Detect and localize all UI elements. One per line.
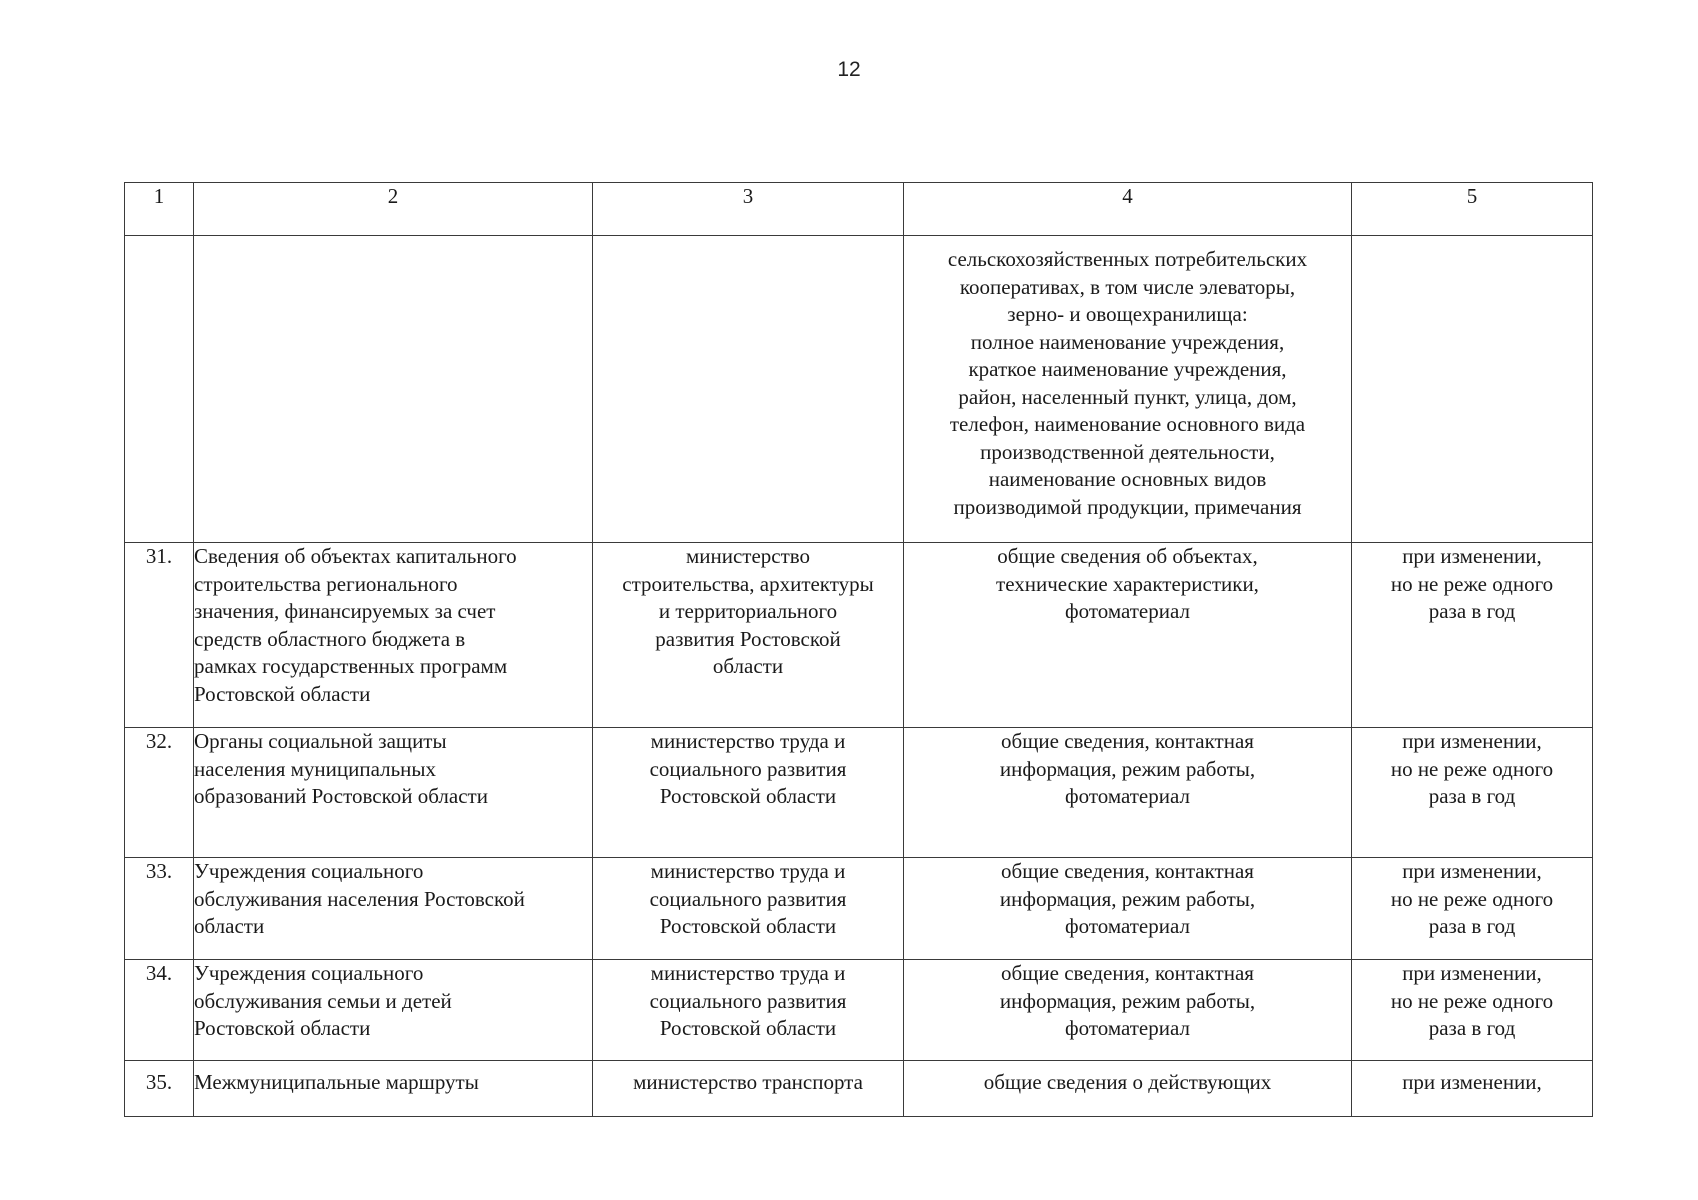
cell-line: полное наименование учреждения, [970,329,1285,354]
cell-line: информация, режим работы, [999,756,1256,781]
cell-line: но не реже одного [1390,886,1554,911]
cell-num [125,236,194,543]
cell-line: Ростовской области [659,914,837,938]
cell-col2 [194,236,593,543]
cell-line: но не реже одного [1390,571,1554,596]
cell-line: значения, финансируемых за счет [194,599,496,623]
cell-line: но не реже одного [1390,988,1554,1013]
cell-line: социального развития [649,886,847,911]
cell-line: области [712,654,784,678]
cell-num: 34. [125,960,194,1061]
cell-line: Учреждения социального [194,961,424,985]
cell-line: населения муниципальных [194,756,437,781]
cell-col3 [593,858,904,960]
table-row [125,543,1593,728]
cell-line: общие сведения об объектах, [997,544,1258,568]
cell-col2 [194,543,593,728]
cell-line: министерство труда и [650,961,846,985]
cell-line: средств областного бюджета в [194,626,466,651]
cell-col3 [593,236,904,543]
cell-line: район, населенный пункт, улица, дом, [958,384,1297,409]
cell-line: производственной деятельности, [980,439,1275,464]
cell-col2 [194,728,593,858]
cell-line: фотоматериал [1065,599,1190,623]
header-cell-3: 3 [593,183,904,236]
data-table [124,182,1593,1117]
cell-line: Учреждения социального [194,859,424,883]
cell-line: общие сведения о действующих [983,1070,1272,1094]
cell-line: развития Ростовской [655,626,841,651]
cell-line: при изменении, [1402,1070,1542,1094]
cell-line: Ростовской области [659,784,837,808]
cell-line: Органы социальной защиты [194,729,447,753]
cell-line: министерство транспорта [633,1070,863,1094]
cell-line: рамках государственных программ [194,654,508,678]
cell-line: при изменении, [1402,729,1542,753]
table-row-continuation [125,236,1593,543]
cell-line: раза в год [1428,784,1516,808]
cell-line: при изменении, [1402,544,1542,568]
table-row [125,728,1593,858]
cell-col4 [904,960,1352,1061]
cell-num: 31. [125,543,194,728]
cell-line: фотоматериал [1065,784,1190,808]
cell-col4 [904,858,1352,960]
cell-line: области [194,914,265,938]
cell-line: кооперативах, в том числе элеваторы, [959,274,1296,299]
cell-line: телефон, наименование основного вида [949,412,1306,436]
cell-col5 [1352,236,1593,543]
cell-col5 [1352,543,1593,728]
cell-line: сельскохозяйственных потребительских [947,247,1308,271]
cell-line: зерно- и овощехранилища: [1007,302,1248,326]
cell-line: фотоматериал [1065,1016,1190,1040]
cell-num: 35. [125,1061,194,1117]
cell-line: и территориального [658,599,838,623]
cell-line: обслуживания населения Ростовской [194,886,525,911]
cell-col2 [194,1061,593,1117]
cell-line: но не реже одного [1390,756,1554,781]
page-number: 12 [837,58,861,81]
cell-col3 [593,543,904,728]
cell-line: общие сведения, контактная [1001,859,1254,883]
cell-col4 [904,728,1352,858]
cell-line: раза в год [1428,599,1516,623]
cell-col4 [904,543,1352,728]
cell-col5 [1352,858,1593,960]
cell-col2 [194,960,593,1061]
cell-line: общие сведения, контактная [1001,961,1254,985]
cell-num: 33. [125,858,194,960]
cell-line: социального развития [649,756,847,781]
cell-line: общие сведения, контактная [1001,729,1254,753]
cell-line: информация, режим работы, [999,886,1256,911]
table-header-row [125,183,1593,236]
cell-col3 [593,960,904,1061]
cell-col3 [593,728,904,858]
header-cell-2: 2 [194,183,593,236]
cell-line: информация, режим работы, [999,988,1256,1013]
cell-num: 32. [125,728,194,858]
cell-line: обслуживания семьи и детей [194,988,452,1013]
table-row [125,858,1593,960]
cell-col3 [593,1061,904,1117]
cell-col4 [904,236,1352,543]
cell-line: образований Ростовской области [194,784,488,808]
cell-line: министерство труда и [650,859,846,883]
cell-line: технические характеристики, [996,571,1259,596]
cell-line: раза в год [1428,914,1516,938]
cell-line: наименование основных видов [988,467,1267,491]
cell-line: строительства регионального [194,571,458,596]
cell-line: социального развития [649,988,847,1013]
cell-line: Сведения об объектах капитального [194,544,517,568]
cell-line: производимой продукции, примечания [953,494,1302,519]
cell-line: министерство труда и [650,729,846,753]
cell-line: Ростовской области [194,681,371,706]
cell-line: строительства, архитектуры [622,571,874,596]
header-cell-4: 4 [904,183,1352,236]
cell-col5 [1352,960,1593,1061]
cell-line: краткое наименование учреждения, [968,357,1287,381]
cell-line: Ростовской области [194,1016,371,1040]
table-row [125,960,1593,1061]
cell-col2 [194,858,593,960]
cell-col5 [1352,1061,1593,1117]
cell-line: при изменении, [1402,859,1542,883]
cell-line: при изменении, [1402,961,1542,985]
cell-line: раза в год [1428,1016,1516,1040]
header-cell-1: 1 [125,183,194,236]
cell-line: Межмуниципальные маршруты [194,1070,479,1094]
cell-line: Ростовской области [659,1016,837,1040]
cell-line: министерство [685,544,811,568]
cell-col5 [1352,728,1593,858]
cell-line: фотоматериал [1065,914,1190,938]
table-row [125,1061,1593,1117]
cell-col4 [904,1061,1352,1117]
header-cell-5: 5 [1352,183,1593,236]
